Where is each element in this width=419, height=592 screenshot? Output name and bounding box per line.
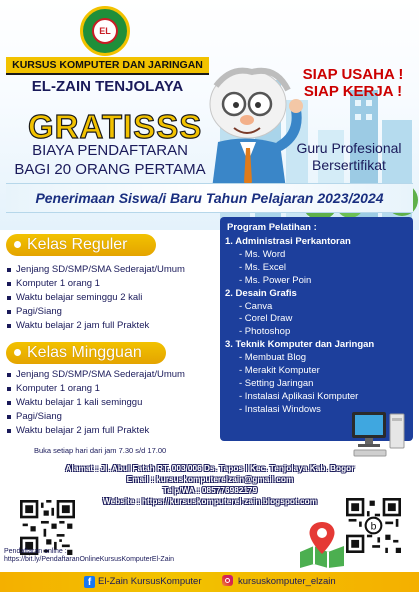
contact-website[interactable]: Website : https://kursuskomputerel-zain.blogspot.com xyxy=(102,496,318,506)
kelas-mingguan-label: Kelas Mingguan xyxy=(27,344,142,361)
list-item: Pagi/Siang xyxy=(6,305,211,319)
biaya-line-2: BAGI 20 ORANG PERTAMA xyxy=(14,161,206,178)
program-heading: 1. Administrasi Perkantoran xyxy=(225,236,351,247)
program-title: Program Pelatihan : xyxy=(227,222,317,233)
kelas-reguler-list xyxy=(6,263,211,333)
program-item: - Photoshop xyxy=(239,326,291,338)
guru-line-1: Guru Profesional xyxy=(296,140,402,156)
list-item: Komputer 1 orang 1 xyxy=(6,382,211,396)
program-item: - Ms. Word xyxy=(239,248,286,260)
biaya-line-1: BIAYA PENDAFTARAN xyxy=(32,142,188,159)
program-heading: 2. Desain Grafis xyxy=(225,287,297,299)
map-pin-icon xyxy=(298,518,346,568)
program-list xyxy=(225,236,410,417)
program-item: - Ms. Power Poin xyxy=(239,274,312,286)
facebook-handle[interactable]: El-Zain KursusKomputer xyxy=(98,576,202,587)
program-heading: 3. Teknik Komputer dan Jaringan xyxy=(225,339,375,351)
instagram-icon[interactable] xyxy=(222,575,233,586)
list-item: Komputer 1 orang 1 xyxy=(6,277,211,291)
list-item: Waktu belajar seminggu 2 kali xyxy=(6,291,211,305)
gratis-headline: GRATISSS xyxy=(28,108,203,145)
program-item: - Instalasi Windows xyxy=(239,403,321,415)
program-item: - Merakit Komputer xyxy=(239,365,320,377)
logo xyxy=(80,6,130,56)
list-item: Waktu belajar 2 jam full Praktek xyxy=(6,319,211,333)
kelas-mingguan-list xyxy=(6,368,211,438)
kelas-reguler-tag xyxy=(6,234,156,256)
list-item: Jenjang SD/SMP/SMA Sederajat/Umum xyxy=(6,263,211,277)
computer-icon xyxy=(348,408,408,460)
list-item: Pagi/Siang xyxy=(6,410,211,424)
list-item: Waktu belajar 2 jam full Praktek xyxy=(6,424,211,438)
bullet-dot-icon xyxy=(14,349,21,356)
guru-line-2: Bersertifikat xyxy=(312,157,386,173)
qr-code-right[interactable] xyxy=(346,498,401,553)
program-item: - Ms. Excel xyxy=(239,261,286,273)
contact-email[interactable]: Email : kursuskomputerelzain@gmail.com xyxy=(126,474,294,484)
kelas-reguler-label: Kelas Reguler xyxy=(27,236,128,253)
org-name: KURSUS KOMPUTER DAN JARINGAN xyxy=(6,57,209,75)
opening-hours: Buka setiap hari dari jam 7.30 s/d 17.00 xyxy=(34,446,167,455)
program-item: - Setting Jaringan xyxy=(239,377,314,389)
footer-bar xyxy=(0,572,419,592)
promo-siap-usaha: SIAP USAHA ! xyxy=(302,66,404,83)
org-subtitle: EL-ZAIN TENJOLAYA xyxy=(31,78,184,95)
instagram-handle[interactable]: kursuskomputer_elzain xyxy=(238,576,336,587)
bullet-dot-icon xyxy=(14,241,21,248)
pendaftaran-link[interactable]: https://bit.ly/PendaftaranOnlineKursusKomputerEl-Zain xyxy=(4,556,175,563)
program-item: - Canva xyxy=(239,300,273,312)
qr-code-left[interactable] xyxy=(20,500,75,555)
logo-emblem: EL xyxy=(92,18,118,44)
program-item: - Instalasi Aplikasi Komputer xyxy=(239,390,359,402)
promo-siap-kerja: SIAP KERJA ! xyxy=(303,83,403,100)
contact-address: Alamat : Jl. Abul Fatah RT. 003/006 Ds. Tapos I Kec. Tenjolaya Kab. Bogor xyxy=(65,463,355,473)
program-item: - Corel Draw xyxy=(239,313,293,325)
svg-text:b: b xyxy=(370,521,377,533)
list-item: Waktu belajar 1 kali seminggu xyxy=(6,396,211,410)
program-item: - Membuat Blog xyxy=(239,352,307,364)
kelas-mingguan-tag xyxy=(6,342,166,364)
facebook-icon[interactable]: f xyxy=(84,576,95,588)
contact-phone[interactable]: Telp/WA : 085776982179 xyxy=(162,485,258,495)
list-item: Jenjang SD/SMP/SMA Sederajat/Umum xyxy=(6,368,211,382)
page-title: Penerimaan Siswa/i Baru Tahun Pelajaran 2023/2024 xyxy=(6,183,413,213)
pendaftaran-label: Pendaftaran online : xyxy=(4,548,67,555)
